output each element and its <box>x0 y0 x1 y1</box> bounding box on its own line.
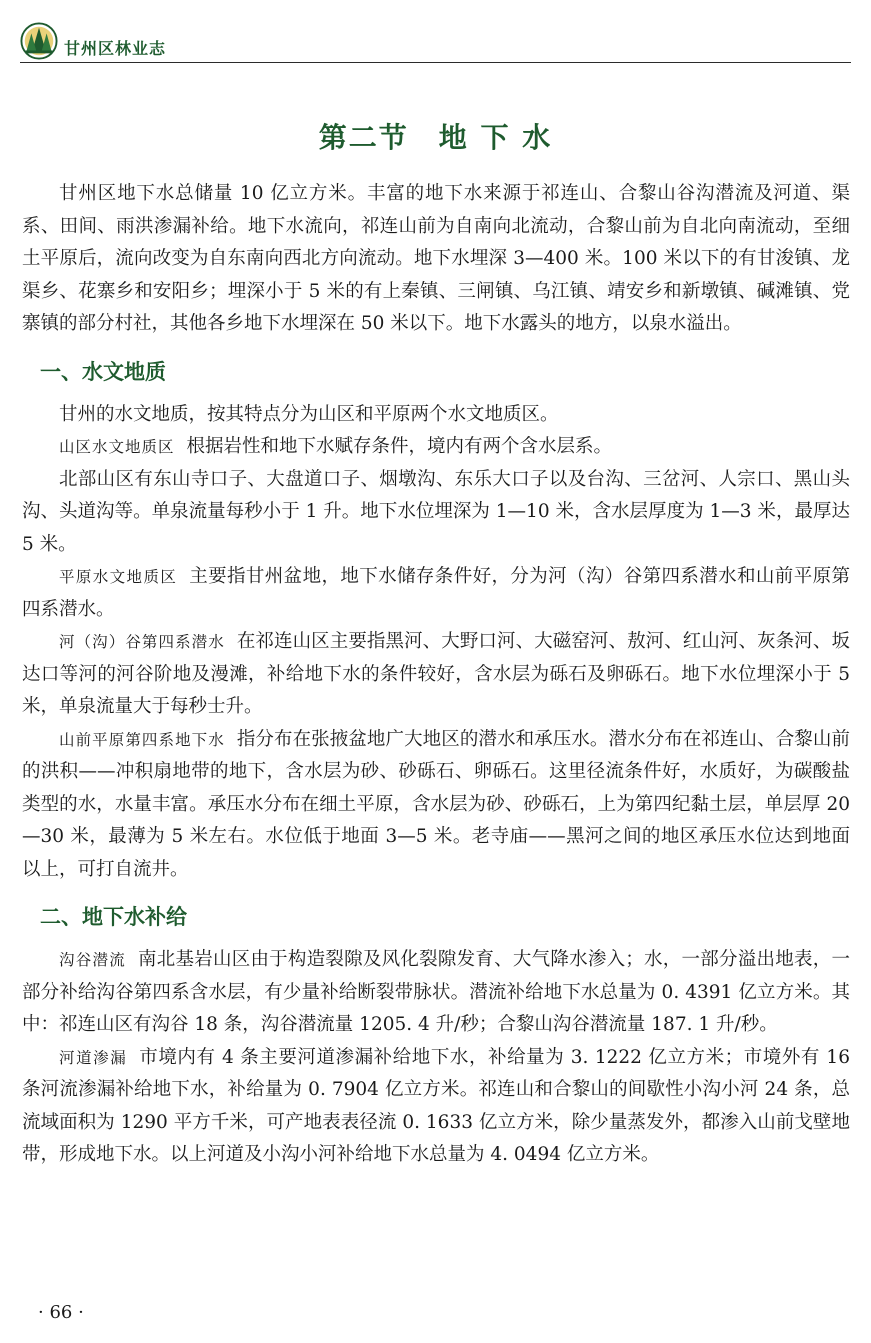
run-in-heading: 沟谷潜流 <box>59 951 126 969</box>
body-text <box>22 178 850 1172</box>
run-in-heading: 山区水文地质区 <box>59 438 175 456</box>
intro-paragraph: 甘州区地下水总储量 10 亿立方米。丰富的地下水来源于祁连山、合黎山谷沟潜流及河道、渠系、田间、雨洪渗漏补给。地下水流向，祁连山前为自南向北流动，合黎山前为自北向南流动，至细土平原后，流向改变为自东南向西北方向流动。地下水埋深 3—400 米。100 米以下的有甘浚镇、龙渠乡、花寨乡和安阳乡；埋深小于 5 米的有上秦镇、三闸镇、乌江镇、靖安乡和新墩镇、碱滩镇、党寨镇的部分村社，其他各乡地下水埋深在 50 米以下。地下水露头的地方，以泉水溢出。 <box>22 183 850 334</box>
paragraph: 北部山区有东山寺口子、大盘道口子、烟墩沟、东乐大口子以及台沟、三岔河、人宗口、黑山头沟、头道沟等。单泉流量每秒小于 1 升。地下水位埋深为 1—10 米，含水层厚度为 1—3 米，最厚达 5 米。 <box>22 468 850 555</box>
paragraph: 河（沟）谷第四系潜水 在祁连山区主要指黑河、大野口河、大磁窑河、敖河、红山河、灰条河、坂达口等河的河谷阶地及漫滩，补给地下水的条件较好，含水层为砾石及卵砾石。地下水位埋深小于 5 米，单泉流量大于每秒士升。 <box>22 631 850 717</box>
forest-emblem-icon <box>20 22 58 60</box>
header-divider <box>20 62 851 63</box>
paragraph: 河道渗漏 市境内有 4 条主要河道渗漏补给地下水，补给量为 3. 1222 亿立方米；市境外有 16 条河流渗漏补给地下水，补给量为 0. 7904 亿立方米。祁连山和合黎山的间歇性小沟小河 24 条，总流域面积为 1290 平方千米，可产地表表径流 0. 1633 亿立方米，除少量蒸发外，都渗入山前戈壁地带，形成地下水。以上河道及小沟小河补给地下水总量为 4. 0494 亿立方米。 <box>22 1046 850 1165</box>
page-header <box>20 20 851 64</box>
run-in-heading: 河道渗漏 <box>59 1048 128 1067</box>
page-number: · 66 · <box>38 1302 84 1323</box>
run-in-heading: 平原水文地质区 <box>59 568 178 586</box>
run-in-heading: 河（沟）谷第四系潜水 <box>59 633 225 651</box>
subsection-heading-recharge: 二、地下水补给 <box>40 905 187 929</box>
paragraph: 平原水文地质区 主要指甘州盆地，地下水储存条件好，分为河（沟）谷第四系潜水和山前平原第四系潜水。 <box>22 566 850 620</box>
run-in-heading: 山前平原第四系地下水 <box>59 730 225 749</box>
paragraph: 山前平原第四系地下水 指分布在张掖盆地广大地区的潜水和承压水。潜水分布在祁连山、合黎山前的洪积——冲积扇地带的地下，含水层为砂、砂砾石、卵砾石。这里径流条件好，水质好，为碳酸盐类型的水，水量丰富。承压水分布在细土平原，含水层为砂、砂砾石，上为第四纪黏土层，单层厚 20—30 米，最薄为 5 米左右。水位低于地面 3—5 米。老寺庙——黑河之间的地区承压水位达到地面以上，可打自流井。 <box>22 728 850 880</box>
paragraph: 山区水文地质区 根据岩性和地下水赋存条件，境内有两个含水层系。 <box>59 436 613 457</box>
subsection-heading-hydrogeology: 一、水文地质 <box>40 359 166 384</box>
book-title: 甘州区林业志 <box>64 39 167 58</box>
paragraph: 甘州的水文地质，按其特点分为山区和平原两个水文地质区。 <box>59 403 559 425</box>
paragraph: 沟谷潜流 南北基岩山区由于构造裂隙及风化裂隙发育、大气降水渗入；水，一部分溢出地表，一部分补给沟谷第四系含水层，有少量补给断裂带脉状。潜流补给地下水总量为 0. 4391 亿立方米。其中：祁连山区有沟谷 18 条，沟谷潜流量 1205. 4 升/秒；合黎山沟谷潜流量 187. 1 升/秒。 <box>22 949 850 1035</box>
section-title: 第二节 地 下 水 <box>318 121 553 154</box>
